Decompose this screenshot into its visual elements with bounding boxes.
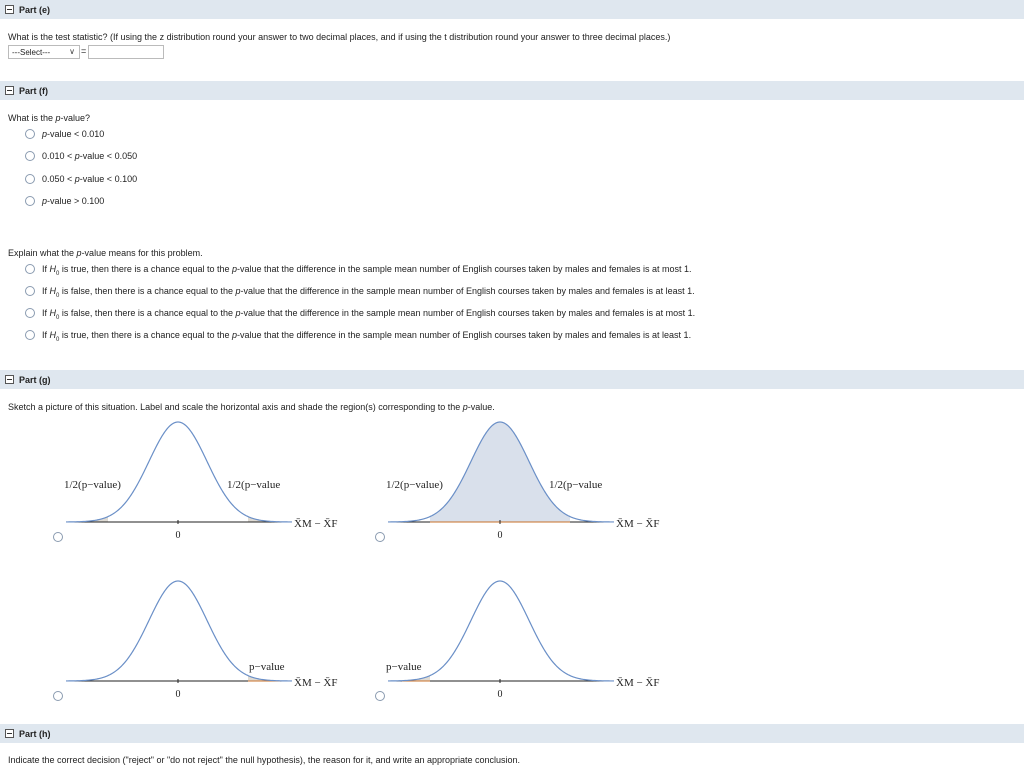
center-tick-label: 0 — [175, 689, 181, 700]
axis-label: X̄M − X̄F — [616, 518, 660, 530]
center-tick-label: 0 — [497, 530, 503, 541]
axis-label: X̄M − X̄F — [616, 677, 660, 689]
shaded-center-region — [430, 422, 570, 522]
graph-option-1 — [60, 415, 360, 545]
part-f-header[interactable] — [0, 81, 1024, 100]
decision-question: Indicate the correct decision ("reject" or "do not reject" the null hypothesis), the reason for it, and write an appropriate conclusion. — [8, 755, 521, 765]
test-statistic-input[interactable] — [88, 45, 164, 59]
p-value-option-2: 0.010 < p-value < 0.050 — [42, 151, 138, 161]
collapse-icon[interactable] — [5, 5, 14, 14]
explain-option-4-radio[interactable] — [25, 330, 35, 340]
center-tick-label: 0 — [497, 689, 503, 700]
center-tick-label: 0 — [175, 530, 181, 541]
part-e-title: Part (e) — [19, 4, 51, 15]
part-h-title: Part (h) — [19, 728, 51, 739]
right-tail-label: 1/2(p−value — [549, 479, 603, 491]
left-tail-label: 1/2(p−value) — [64, 479, 121, 491]
axis-label: X̄M − X̄F — [294, 518, 338, 530]
test-statistic-question: What is the test statistic? (If using the z distribution round your answer to two decimal places, and if using the t distribution round your answer to three decimal places.) — [8, 32, 671, 42]
part-g-header[interactable] — [0, 370, 1024, 389]
explain-question: Explain what the p-value means for this problem. — [8, 248, 203, 258]
right-tail-label: p−value — [249, 661, 285, 673]
collapse-icon[interactable] — [5, 375, 14, 384]
collapse-icon[interactable] — [5, 86, 14, 95]
p-value-question: What is the p-value? — [8, 113, 91, 123]
p-value-option-1-radio[interactable] — [25, 129, 35, 139]
chevron-down-icon: ∨ — [69, 47, 75, 56]
left-tail-label: p−value — [386, 661, 422, 673]
explain-option-1-radio[interactable] — [25, 264, 35, 274]
sketch-instruction: Sketch a picture of this situation. Label and scale the horizontal axis and shade the region(s) corresponding to the p-value. — [8, 402, 495, 412]
explain-option-3: If $H_0$ is false, then there is a chance equal to the p-value that the difference in the sample mean number of English courses taken by males and females is at most 1. — [42, 308, 696, 321]
equals-sign: = — [81, 46, 87, 56]
graph-option-4 — [382, 574, 682, 704]
collapse-icon[interactable] — [5, 729, 14, 738]
normal-curve — [66, 422, 292, 522]
axis-label: X̄M − X̄F — [294, 677, 338, 689]
graph-option-3 — [60, 574, 360, 704]
part-e-header[interactable] — [0, 0, 1024, 19]
select-value: ---Select--- — [12, 47, 51, 57]
part-h-header[interactable] — [0, 724, 1024, 743]
part-g-title: Part (g) — [19, 374, 51, 385]
p-value-option-4: p-value > 0.100 — [42, 196, 105, 206]
left-tail-label: 1/2(p−value) — [386, 479, 443, 491]
graph-option-2 — [382, 415, 682, 545]
p-value-option-1: p-value < 0.010 — [42, 129, 105, 139]
explain-option-1: If $H_0$ is true, then there is a chance equal to the p-value that the difference in the sample mean number of English courses taken by males and females is at most 1. — [42, 264, 692, 277]
explain-option-2-radio[interactable] — [25, 286, 35, 296]
p-value-option-3-radio[interactable] — [25, 174, 35, 184]
distribution-select[interactable] — [8, 45, 80, 59]
p-value-option-3: 0.050 < p-value < 0.100 — [42, 174, 138, 184]
explain-option-4: If $H_0$ is true, then there is a chance equal to the p-value that the difference in the sample mean number of English courses taken by males and females is at least 1. — [42, 330, 692, 343]
p-value-option-2-radio[interactable] — [25, 151, 35, 161]
explain-option-2: If $H_0$ is false, then there is a chance equal to the p-value that the difference in the sample mean number of English courses taken by males and females is at least 1. — [42, 286, 695, 299]
normal-curve — [388, 581, 614, 681]
explain-option-3-radio[interactable] — [25, 308, 35, 318]
p-value-option-4-radio[interactable] — [25, 196, 35, 206]
part-f-title: Part (f) — [19, 85, 48, 96]
right-tail-label: 1/2(p−value — [227, 479, 281, 491]
